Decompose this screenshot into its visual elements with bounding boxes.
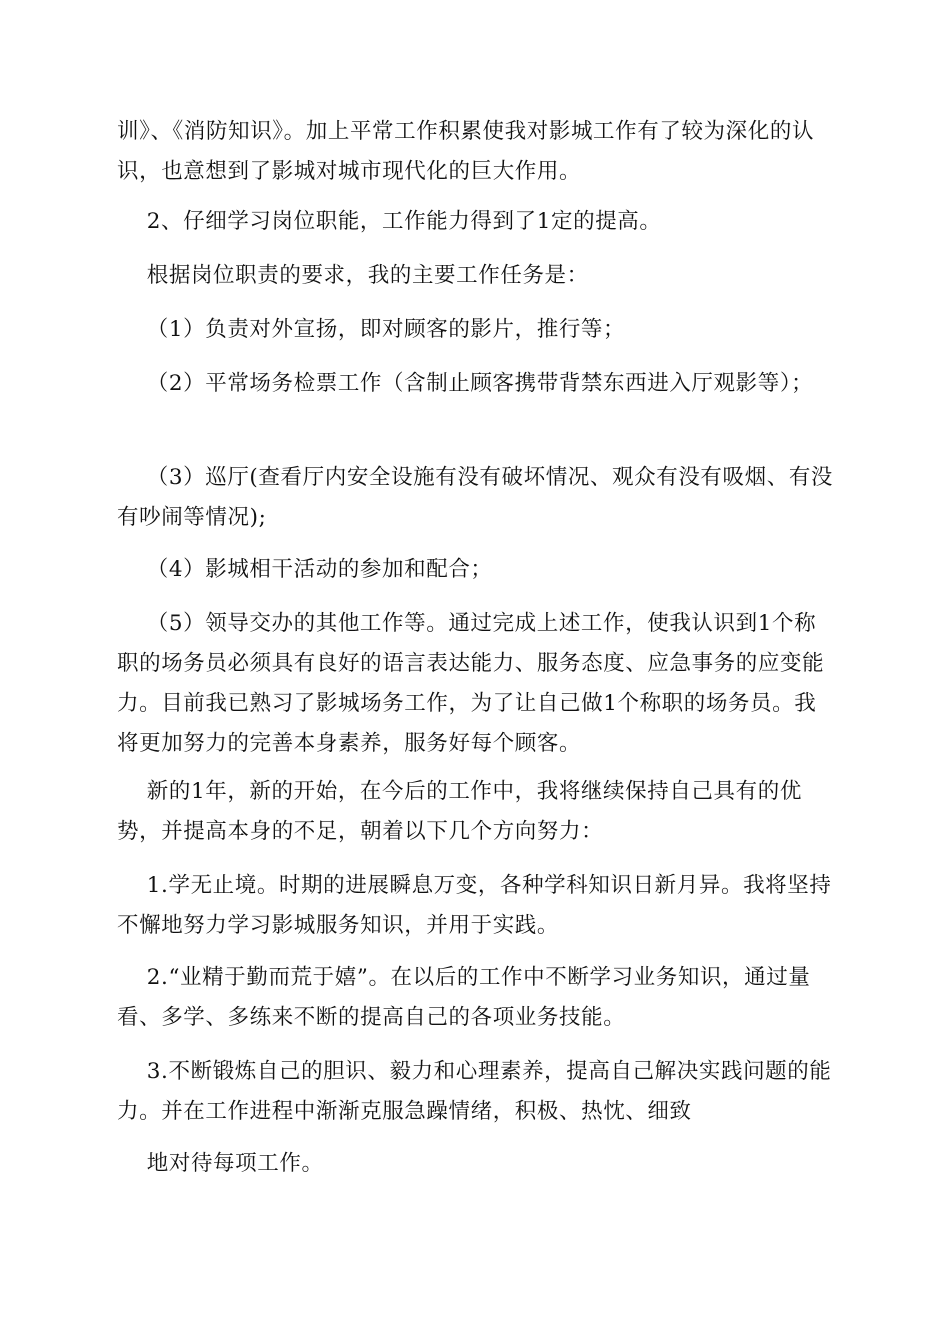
paragraph-5: （2）平常场务检票工作（含制止顾客携带背禁东西进入厅观影等）； (117, 371, 814, 396)
paragraph-4: （1）负责对外宣扬，即对顾客的影片，推行等； (117, 317, 626, 342)
paragraph-3: 根据岗位职责的要求，我的主要工作任务是： (117, 263, 589, 288)
paragraph-8: （5）领导交办的其他工作等。通过完成上述工作，使我认识到1个称职的场务员必须具有良好的语言表达能力、服务态度、应急事务的应变能力。目前我已熟习了影城场务工作，为了让自己做1个称职的场务员。我将更加努力的完善本身素养，服务好每个顾客。 (117, 611, 825, 756)
paragraph-1: 训》、《消防知识》。加上平常工作积累使我对影城工作有了较为深化的认识，也意想到了影城对城市现代化的巨大作用。 (117, 119, 815, 184)
paragraph-7: （4）影城相干活动的参加和配合； (117, 557, 493, 582)
paragraph-11: 2.“业精于勤而荒于嬉”。在以后的工作中不断学习业务知识，通过量看、多学、多练来不断的提高自己的各项业务技能。 (117, 965, 811, 1030)
paragraph-10: 1.学无止境。时期的进展瞬息万变，各种学科知识日新月异。我将坚持不懈地努力学习影城服务知识，并用于实践。 (117, 873, 832, 938)
paragraph-9: 新的1年，新的开始，在今后的工作中，我将继续保持自己具有的优势，并提高本身的不足，朝着以下几个方向努力： (117, 779, 802, 844)
paragraph-12: 3.不断锻炼自己的胆识、毅力和心理素养，提高自己解决实践问题的能力。并在工作进程中渐渐克服急躁情绪，积极、热忱、细致 (117, 1059, 832, 1124)
paragraph-13: 地对待每项工作。 (117, 1151, 324, 1176)
paragraph-6: （3）巡厅(查看厅内安全设施有没有破坏情况、观众有没有吸烟、有没有吵闹等情况); (117, 465, 834, 530)
paragraph-2: 2、仔细学习岗位职能，工作能力得到了1定的提高。 (117, 209, 662, 234)
